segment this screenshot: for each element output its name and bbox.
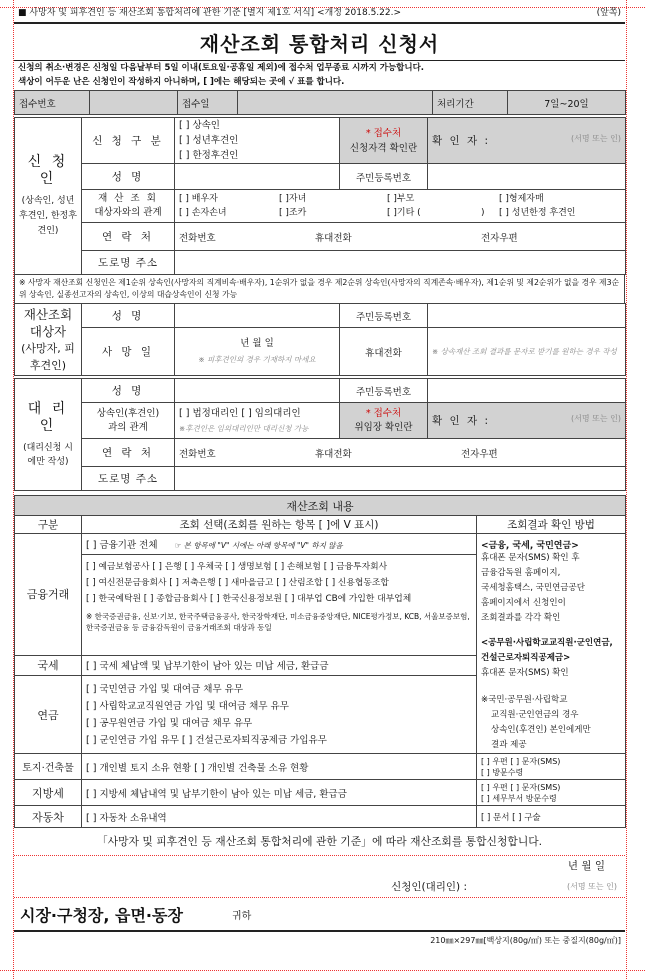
land-method-line[interactable]: [ ] 방문수령: [481, 767, 524, 777]
land-label: 토지·건축물: [15, 754, 82, 780]
method-body-2: 휴대폰 문자(SMS) 확인: [481, 668, 569, 678]
local-tax-option[interactable]: [ ] 지방세 체납내역 및 납부기한이 남아 있는 미납 세금, 환급금: [82, 780, 477, 806]
confirmer-label: 확 인 자 :: [432, 135, 490, 147]
processing-period-value: 7일~20일: [508, 91, 626, 115]
form-notice: [14, 60, 625, 90]
signer-row: [14, 876, 625, 898]
agent-section-title: 대 리 인: [27, 400, 69, 434]
agent-confirmer-sign-hint: (서명 또는 인): [571, 414, 621, 423]
applicant-type-options: [175, 118, 340, 164]
land-method-line[interactable]: [ ] 우편 [ ] 문자(SMS): [481, 756, 561, 766]
agent-table: [14, 378, 626, 491]
agent-relation-hint: ※후견인은 임의대리인만 대리신청 가능: [179, 423, 309, 433]
finance-option-line[interactable]: [ ] 여신전문금융회사 [ ] 저축은행 [ ] 새마을금고 [ ] 산림조합 [ ] 신용협동조합: [86, 577, 389, 588]
agent-confirmer-label: 확 인 자 :: [432, 415, 490, 427]
rel-spouse[interactable]: [ ] 배우자: [179, 194, 218, 204]
scope-note: ※ 사망자 재산조회 신청인은 제1순위 상속인(사망자의 직계비속·배우자), 1순위가 없을 경우 제2순위 상속인(사망자의 직계존속·배우자), 제1순위 및 제2순위가 없을 경우 제3순위 상속인, 실종선고자의 상속인, 이상의 대습상속인이 신청 가능: [14, 275, 625, 303]
car-label: 자동차: [15, 806, 82, 828]
method-head-2b: 건설근로자퇴직공제금>: [481, 653, 571, 663]
agent-address-label: 도로명 주소: [82, 467, 175, 491]
pension-options: [82, 676, 477, 754]
receipt-number-label: 접수번호: [15, 91, 90, 115]
agent-mobile-label: 휴대전화: [315, 448, 352, 460]
target-death-field[interactable]: [175, 328, 340, 376]
method-body-1-line: 휴대폰 문자(SMS) 확인 후: [481, 553, 580, 563]
applicant-verify-label: [340, 118, 428, 164]
agent-phone-label: 전화번호: [179, 448, 216, 460]
signer-label: 신청인(대리인) :: [391, 881, 468, 893]
applicant-rrn-label: 주민등록번호: [340, 164, 428, 190]
inquiry-section-title: 재산조회 내용: [15, 496, 626, 516]
death-date-hint: ※ 피후견인의 경우 기재하지 마세요: [198, 354, 316, 364]
rel-sibling[interactable]: [ ]형제자매: [499, 194, 544, 204]
applicant-relation-label: [82, 190, 175, 223]
finance-option-line[interactable]: [ ] 예금보험공사 [ ] 은행 [ ] 우체국 [ ] 생명보험 [ ] 손해보험 [ ] 금융투자회사: [86, 561, 388, 572]
rel-other[interactable]: [ ]기타 (: [387, 208, 421, 218]
method-head-1: <금융, 국세, 국민연금>: [481, 541, 579, 551]
rel-other-close: ): [481, 208, 485, 218]
applicant-section-label: [15, 118, 82, 275]
applicant-type-label: 신 청 구 분: [82, 118, 175, 164]
applicant-section-sub: (상속인, 성년후견인, 한정후견인): [19, 195, 77, 236]
applicant-table: [14, 117, 626, 275]
rel-limited-guardian[interactable]: [ ] 성년한정 후견인: [499, 208, 576, 218]
agent-contact-fields: [175, 439, 626, 467]
applicant-name-label: 성 명: [82, 164, 175, 190]
finance-all-row: [82, 534, 477, 555]
pension-option-line[interactable]: [ ] 국민연금 가입 및 대여금 채무 유무: [86, 683, 244, 695]
form-reference: ■ 사망자 및 피후견인 등 재산조회 통합처리에 관한 기준 [별지 제1호 서식] <개정 2018.5.22.>: [18, 7, 402, 18]
type-option-adult-guardian[interactable]: [ ] 성년후견인: [179, 135, 239, 146]
target-rrn-label: 주민등록번호: [340, 304, 428, 328]
inquiry-col-method: 조회결과 확인 방법: [477, 516, 626, 534]
method-body-3-line: 결과 제공: [491, 740, 527, 750]
target-section-sub: (사망자, 피후견인): [21, 341, 75, 372]
method-body-3-line: ※국민·공무원·사립학교: [481, 695, 568, 705]
relation-label-2: 대상자와의 관계: [94, 207, 162, 218]
finance-option-line[interactable]: [ ] 한국예탁원 [ ] 종합금융회사 [ ] 한국신용정보원 [ ] 대부업 CB에 가입한 대부업체: [86, 593, 412, 604]
applicant-name-field[interactable]: [175, 164, 340, 190]
type-option-limited-guardian[interactable]: [ ] 한정후견인: [179, 150, 239, 161]
addressee-row: [14, 898, 625, 930]
target-section-title: 재산조회 대상자: [23, 306, 73, 339]
pension-label: 연금: [15, 676, 82, 754]
finance-label: 금융거래: [15, 534, 82, 656]
applicant-relation-options: [175, 190, 626, 223]
form-title: 재산조회 통합처리 신청서: [199, 31, 440, 56]
form-document: [14, 0, 625, 948]
declaration: 「사망자 및 피후견인 등 재산조회 통합처리에 관한 기준」에 따라 재산조회를 통합신청합니다.: [14, 828, 625, 856]
method-body-3-line: 상속인(후견인) 본인에게만: [491, 725, 591, 735]
death-date-placeholder: 년 월 일: [240, 337, 274, 349]
applicant-section-title: 신 청 인: [27, 153, 69, 187]
agent-relation-label: [82, 403, 175, 439]
result-method-cell: [477, 534, 626, 754]
agent-section-sub: (대리신청 시에만 작성): [23, 442, 73, 467]
rel-parent[interactable]: [ ]부모: [387, 194, 415, 204]
finance-all-hint: ☞ 본 항목에 "V" 시에는 아래 항목에 "V" 하지 않음: [174, 540, 343, 550]
method-body-1-line: 조회결과를 각각 확인: [481, 613, 561, 623]
target-mobile-label: 휴대전화: [340, 328, 428, 376]
tax-label: 국세: [15, 655, 82, 676]
type-option-heir[interactable]: [ ] 상속인: [179, 120, 220, 131]
agent-confirmer: [428, 403, 626, 439]
applicant-mobile-label: 휴대전화: [315, 232, 352, 244]
rel-grandchild[interactable]: [ ] 손자손녀: [179, 208, 227, 218]
agent-email-label: 전자우편: [461, 448, 498, 460]
page-side: (앞쪽): [596, 7, 621, 18]
form-header: [14, 0, 625, 24]
receipt-table: [14, 90, 626, 115]
tax-option[interactable]: [ ] 국세 체납액 및 납부기한이 남아 있는 미납 세금, 환급금: [82, 655, 477, 676]
pension-option-line[interactable]: [ ] 군인연금 가입 유무 [ ] 건설근로자퇴직공제금 가입유무: [86, 734, 327, 746]
local-tax-method-line[interactable]: [ ] 우편 [ ] 문자(SMS): [481, 782, 561, 792]
method-head-2: <공무원·사립학교교직원·군인연금,: [481, 638, 613, 648]
car-method[interactable]: [ ] 문서 [ ] 구술: [477, 806, 626, 828]
addressee: 시장·구청장, 읍면·동장: [20, 905, 183, 925]
application-date[interactable]: 년 월 일: [567, 860, 605, 872]
inquiry-col-selection: 조회 선택(조회를 원하는 항목 [ ]에 V 표시): [82, 516, 477, 534]
finance-note: ※ 한국증권금융, 신보·기보, 한국주택금융공사, 한국장학재단, 미소금융중앙재단, NICE평가정보, KCB, 서울보증보험, 한국증권금융 등 금융감독원이 금융거래조회 대상과 동일: [86, 611, 470, 632]
inquiry-col-category: 구분: [15, 516, 82, 534]
agent-relation-choices[interactable]: [ ] 법정대리인 [ ] 임의대리인: [179, 407, 301, 419]
receipt-number-field: [90, 91, 178, 115]
addressee-suffix: 귀하: [232, 910, 252, 922]
notice-line-2: 색상이 어두운 난은 신청인이 작성하지 아니하며, [ ]에는 해당되는 곳에 √ 표를 합니다.: [18, 77, 345, 87]
target-name-field[interactable]: [175, 304, 340, 328]
agent-relation-label-2: 과의 관계: [108, 421, 148, 433]
target-death-label: 사 망 일: [82, 328, 175, 376]
agent-verify-label-1: * 접수처: [365, 407, 402, 419]
method-body-1-line: 금융감독원 홈페이지,: [481, 568, 561, 578]
processing-period-label: 처리기간: [433, 91, 508, 115]
finance-options: [82, 554, 477, 655]
applicant-contact-fields: [175, 223, 626, 251]
agent-verify-label: [340, 403, 428, 439]
verify-label-1: * 접수처: [365, 127, 402, 139]
rel-nephew[interactable]: [ ]조카: [279, 208, 307, 218]
pension-option-line[interactable]: [ ] 공무원연금 가입 및 대여금 채무 유무: [86, 717, 253, 729]
agent-verify-label-2: 위임장 확인란: [354, 421, 413, 433]
paper-spec: 210㎜×297㎜[백상지(80g/㎡) 또는 중질지(80g/㎡)]: [14, 930, 625, 948]
verify-label-2: 신청자격 확인란: [349, 142, 418, 154]
local-tax-method-line[interactable]: [ ] 세무부서 방문수령: [481, 793, 557, 803]
notice-line-1: 신청의 취소·변경은 신청일 다음날부터 5일 이내(토요일·공휴일 제외)에 접수처 업무종료 시까지 가능합니다.: [18, 63, 425, 73]
agent-section-label: [15, 379, 82, 491]
land-method: [477, 754, 626, 780]
finance-all-option[interactable]: [ ] 금융기관 전체: [86, 539, 158, 551]
confirmer-sign-hint: (서명 또는 인): [571, 134, 621, 143]
method-body-3-line: 교직원·군인연금의 경우: [491, 710, 579, 720]
applicant-address-label: 도로명 주소: [82, 251, 175, 275]
local-tax-label: 지방세: [15, 780, 82, 806]
receipt-date-field: [238, 91, 433, 115]
agent-rrn-label: 주민등록번호: [340, 379, 428, 403]
agent-relation-options: [175, 403, 340, 439]
applicant-contact-label: 연 락 처: [82, 223, 175, 251]
target-name-label: 성 명: [82, 304, 175, 328]
target-table: [14, 303, 626, 376]
agent-name-label: 성 명: [82, 379, 175, 403]
target-mobile-hint[interactable]: ※ 상속재산 조회 결과를 문자로 받기를 원하는 경우 작성: [428, 328, 626, 376]
pension-option-line[interactable]: [ ] 사립학교교직원연금 가입 및 대여금 채무 유무: [86, 700, 289, 712]
target-section-label: [15, 304, 82, 376]
method-body-1-line: 홈페이지에서 신청인이: [481, 598, 566, 608]
agent-contact-label: 연 락 처: [82, 439, 175, 467]
receipt-date-label: 접수일: [178, 91, 238, 115]
agent-relation-label-1: 상속인(후견인): [96, 407, 160, 419]
applicant-confirmer: [428, 118, 626, 164]
land-option[interactable]: [ ] 개인별 토지 소유 현황 [ ] 개인별 건축물 소유 현황: [82, 754, 477, 780]
signer-sign-hint[interactable]: (서명 또는 인): [567, 882, 617, 891]
method-body-1-line: 국세청홈택스, 국민연금공단: [481, 583, 585, 593]
applicant-email-label: 전자우편: [481, 232, 518, 244]
car-option[interactable]: [ ] 자동차 소유내역: [82, 806, 477, 828]
agent-address-field[interactable]: [175, 467, 626, 491]
applicant-rrn-field[interactable]: [428, 164, 626, 190]
inquiry-table: [14, 495, 626, 828]
agent-rrn-field[interactable]: [428, 379, 626, 403]
applicant-address-field[interactable]: [175, 251, 626, 275]
target-rrn-field[interactable]: [428, 304, 626, 328]
relation-label-1: 재 산 조 회: [98, 193, 158, 204]
rel-child[interactable]: [ ]자녀: [279, 194, 307, 204]
agent-name-field[interactable]: [175, 379, 340, 403]
local-tax-method: [477, 780, 626, 806]
applicant-phone-label: 전화번호: [179, 232, 216, 244]
